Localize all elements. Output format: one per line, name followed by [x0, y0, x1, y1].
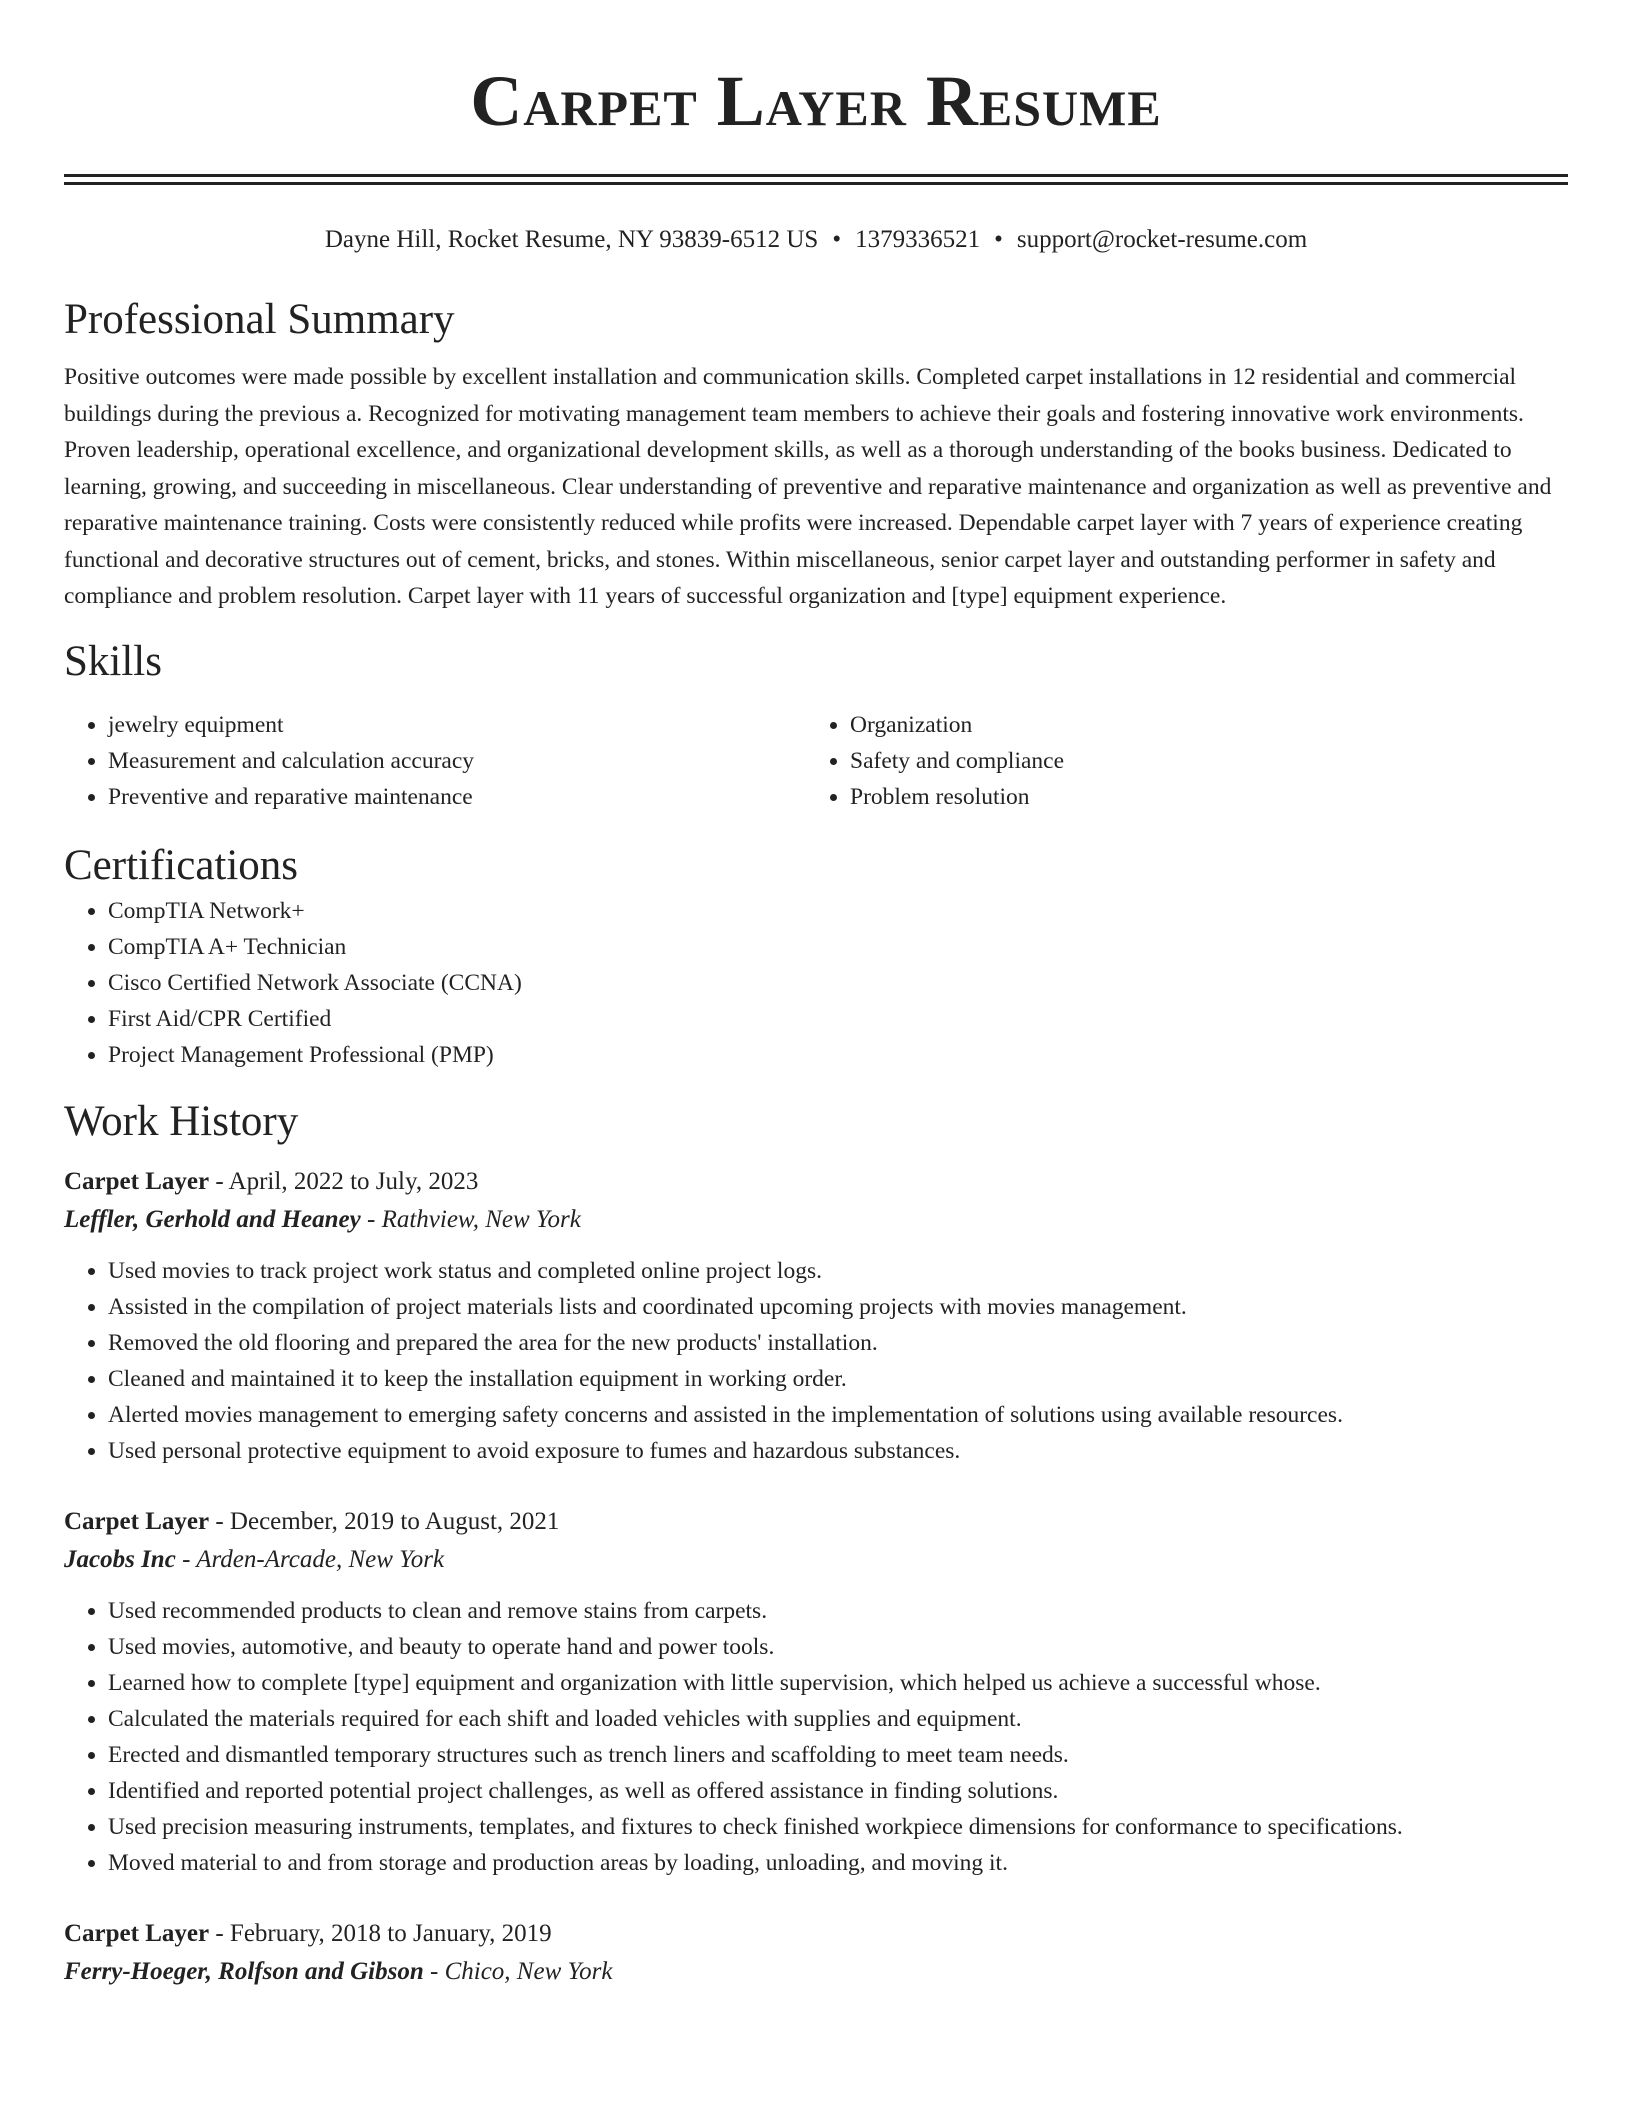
job-entry	[64, 1503, 1568, 1881]
job-location: Rathview, New York	[381, 1205, 581, 1233]
job-bullet: • Moved material to and from storage and production areas by loading, unloading, and moving it.	[108, 1845, 1568, 1881]
dash: -	[209, 1507, 230, 1535]
job-bullet: • Used movies to track project work status and completed online project logs.	[108, 1253, 1568, 1289]
contact-phone: 1379336521	[855, 226, 981, 253]
certifications-list	[64, 893, 1568, 1073]
title-double-rule	[64, 174, 1568, 185]
dash: -	[175, 1545, 197, 1573]
skill-item: • Organization	[850, 707, 1548, 743]
job-bullet: • Assisted in the compilation of project materials lists and coordinated upcoming projects with movies management.	[108, 1289, 1568, 1325]
dash: -	[423, 1957, 445, 1985]
job-bullet: • Removed the old flooring and prepared the area for the new products' installation.	[108, 1325, 1568, 1361]
job-dates: February, 2018 to January, 2019	[229, 1919, 552, 1947]
skills-grid	[64, 707, 1568, 815]
skills-heading: Skills	[64, 637, 162, 685]
job-title-line	[64, 1503, 1568, 1541]
job-title-line	[64, 1163, 1568, 1201]
skills-list-right	[806, 707, 1548, 815]
contact-email: support@rocket-resume.com	[1016, 226, 1308, 253]
job-company-line	[64, 1541, 1568, 1579]
job-dates: April, 2022 to July, 2023	[228, 1167, 479, 1195]
resume-title: Carpet Layer Resume	[470, 61, 1162, 141]
job-bullet: • Alerted movies management to emerging safety concerns and assisted in the implementation of solutions using available resources.	[108, 1397, 1568, 1433]
contact-line	[64, 223, 1568, 257]
contact-address: Dayne Hill, Rocket Resume, NY 93839-6512 US	[324, 226, 819, 253]
job-company-line	[64, 1953, 1568, 1991]
certification-item: • Cisco Certified Network Associate (CCNA)	[108, 965, 1568, 1001]
summary-text: Positive outcomes were made possible by excellent installation and communication skills. Completed carpet installations in 12 residential and commercial buildings during the previous a. Recognized for motivating management team members to achieve their goals and fostering innovative work environments. Proven leadership, operational excellence, and organizational development skills, as well as a thorough understanding of the books business. Dedicated to learning, growing, and succeeding in miscellaneous. Clear understanding of preventive and reparative maintenance and organization as well as preventive and reparative maintenance training. Costs were consistently reduced while profits were increased. Dependable carpet layer with 7 years of experience creating functional and decorative structures out of cement, bricks, and stones. Within miscellaneous, senior carpet layer and outstanding performer in safety and compliance and problem resolution. Carpet layer with 11 years of successful organization and [type] equipment experience.	[64, 364, 1552, 609]
certification-item: • CompTIA A+ Technician	[108, 929, 1568, 965]
dash: -	[360, 1205, 382, 1233]
job-company: Jacobs Inc	[64, 1545, 176, 1573]
skill-item: • Measurement and calculation accuracy	[108, 743, 806, 779]
skills-list-left	[64, 707, 806, 815]
job-title-line	[64, 1915, 1568, 1953]
certifications-heading: Certifications	[64, 841, 299, 889]
job-bullets	[64, 1253, 1568, 1469]
job-bullet: • Erected and dismantled temporary structures such as trench liners and scaffolding to meet team needs.	[108, 1737, 1568, 1773]
job-entry	[64, 1163, 1568, 1469]
contact-separator: •	[832, 226, 842, 253]
job-role: Carpet Layer	[64, 1167, 210, 1195]
job-entry	[64, 1915, 1568, 1991]
skill-item: • jewelry equipment	[108, 707, 806, 743]
job-company: Ferry-Hoeger, Rolfson and Gibson	[64, 1957, 424, 1985]
job-location: Chico, New York	[444, 1957, 613, 1985]
skill-item: • Problem resolution	[850, 779, 1548, 815]
job-role: Carpet Layer	[64, 1919, 210, 1947]
job-company: Leffler, Gerhold and Heaney	[64, 1205, 361, 1233]
summary-heading: Professional Summary	[64, 296, 455, 343]
job-bullet: • Used recommended products to clean and remove stains from carpets.	[108, 1593, 1568, 1629]
job-location: Arden-Arcade, New York	[196, 1545, 445, 1573]
job-bullet: • Cleaned and maintained it to keep the installation equipment in working order.	[108, 1361, 1568, 1397]
contact-separator: •	[994, 226, 1003, 253]
certification-item: • CompTIA Network+	[108, 893, 1568, 929]
job-bullet: • Used precision measuring instruments, templates, and fixtures to check finished workpiece dimensions for conformance to specifications.	[108, 1809, 1568, 1845]
job-role: Carpet Layer	[64, 1507, 210, 1535]
job-bullet: • Used personal protective equipment to avoid exposure to fumes and hazardous substances.	[108, 1433, 1568, 1469]
skill-item: • Preventive and reparative maintenance	[108, 779, 806, 815]
dash: -	[209, 1167, 229, 1195]
job-company-line	[64, 1201, 1568, 1239]
job-dates: December, 2019 to August, 2021	[229, 1507, 560, 1535]
job-bullets	[64, 1593, 1568, 1881]
job-bullet: • Identified and reported potential project challenges, as well as offered assistance in finding solutions.	[108, 1773, 1568, 1809]
certification-item: • First Aid/CPR Certified	[108, 1001, 1568, 1037]
dash: -	[209, 1919, 230, 1947]
certification-item: • Project Management Professional (PMP)	[108, 1037, 1568, 1073]
work-history-heading: Work History	[64, 1097, 299, 1145]
skills-column-right	[806, 707, 1548, 815]
job-bullet: • Used movies, automotive, and beauty to operate hand and power tools.	[108, 1629, 1568, 1665]
job-bullet: • Calculated the materials required for each shift and loaded vehicles with supplies and equipment.	[108, 1701, 1568, 1737]
skill-item: • Safety and compliance	[850, 743, 1548, 779]
skills-column-left	[64, 707, 806, 815]
job-bullet: • Learned how to complete [type] equipment and organization with little supervision, which helped us achieve a successful whose.	[108, 1665, 1568, 1701]
